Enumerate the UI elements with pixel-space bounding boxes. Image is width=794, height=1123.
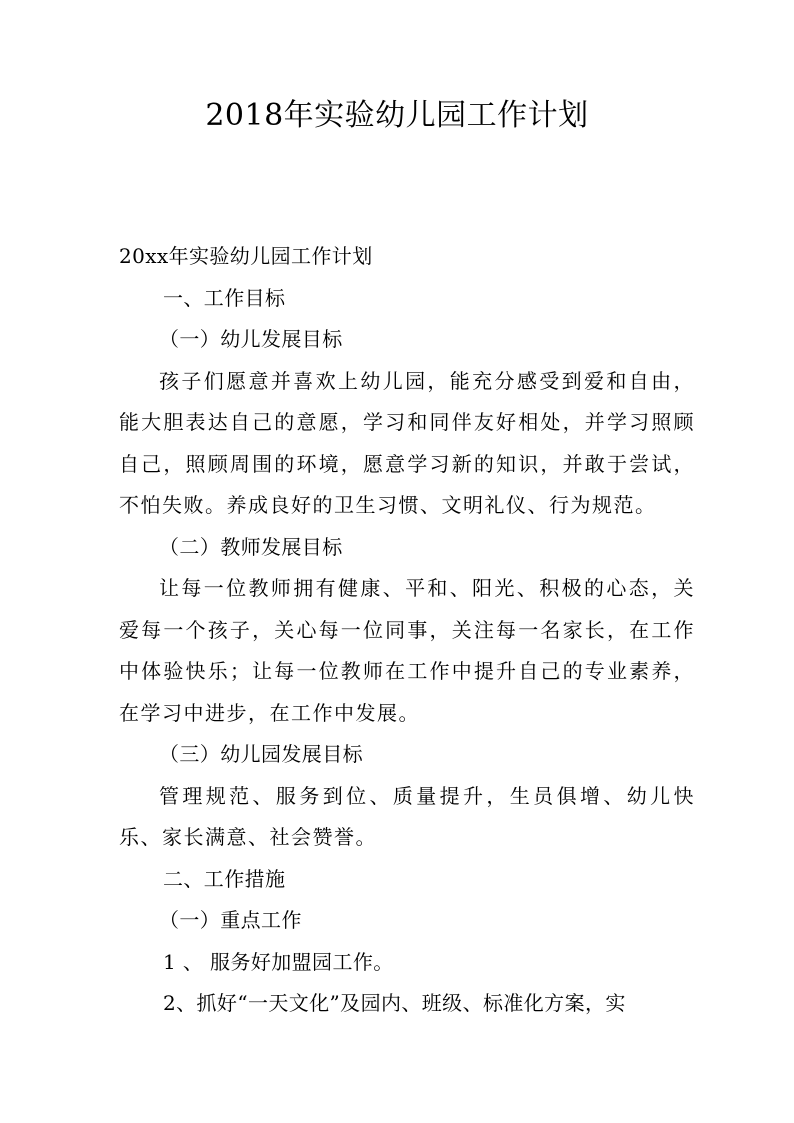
subsection-heading-child-goals: （一）幼儿发展目标 bbox=[159, 327, 343, 351]
section-heading-measures: 二、工作措施 bbox=[163, 866, 286, 891]
section-heading-goals: 一、工作目标 bbox=[163, 285, 286, 310]
paragraph-child-goals: 孩子们愿意并喜欢上幼儿园，能充分感受到爱和自由，能大胆表达自己的意愿，学习和同伴友好相处，并学习照顾自己，照顾周围的环境，愿意学习新的知识，并敢于尝试，不怕失败。养成良好的卫生习惯、文明礼仪、行为规范。 bbox=[119, 368, 695, 517]
subsection-heading-key-work: （一）重点工作 bbox=[159, 908, 302, 932]
document-title: 2018年实验幼儿园工作计划 bbox=[205, 98, 589, 133]
subsection-heading-teacher-goals: （二）教师发展目标 bbox=[159, 534, 343, 559]
document-body bbox=[119, 236, 695, 1025]
subsection-heading-kindergarten-goals: （三）幼儿园发展目标 bbox=[159, 742, 363, 766]
list-item-2: 2、抓好“一天文化”及园内、班级、标准化方案，实 bbox=[163, 991, 626, 1015]
list-item-1: 1 、 服务好加盟园工作。 bbox=[163, 949, 394, 974]
document-subtitle: 20xx年实验幼儿园工作计划 bbox=[119, 244, 373, 268]
paragraph-kindergarten-goals: 管理规范、服务到位、质量提升，生员俱增、幼儿快乐、家长满意、社会赞誉。 bbox=[119, 783, 695, 849]
paragraph-teacher-goals: 让每一位教师拥有健康、平和、阳光、积极的心态，关爱每一个孩子，关心每一位同事，关注每一名家长，在工作中体验快乐；让每一位教师在工作中提升自己的专业素养，在学习中进步，在工作中发展。 bbox=[119, 576, 695, 725]
